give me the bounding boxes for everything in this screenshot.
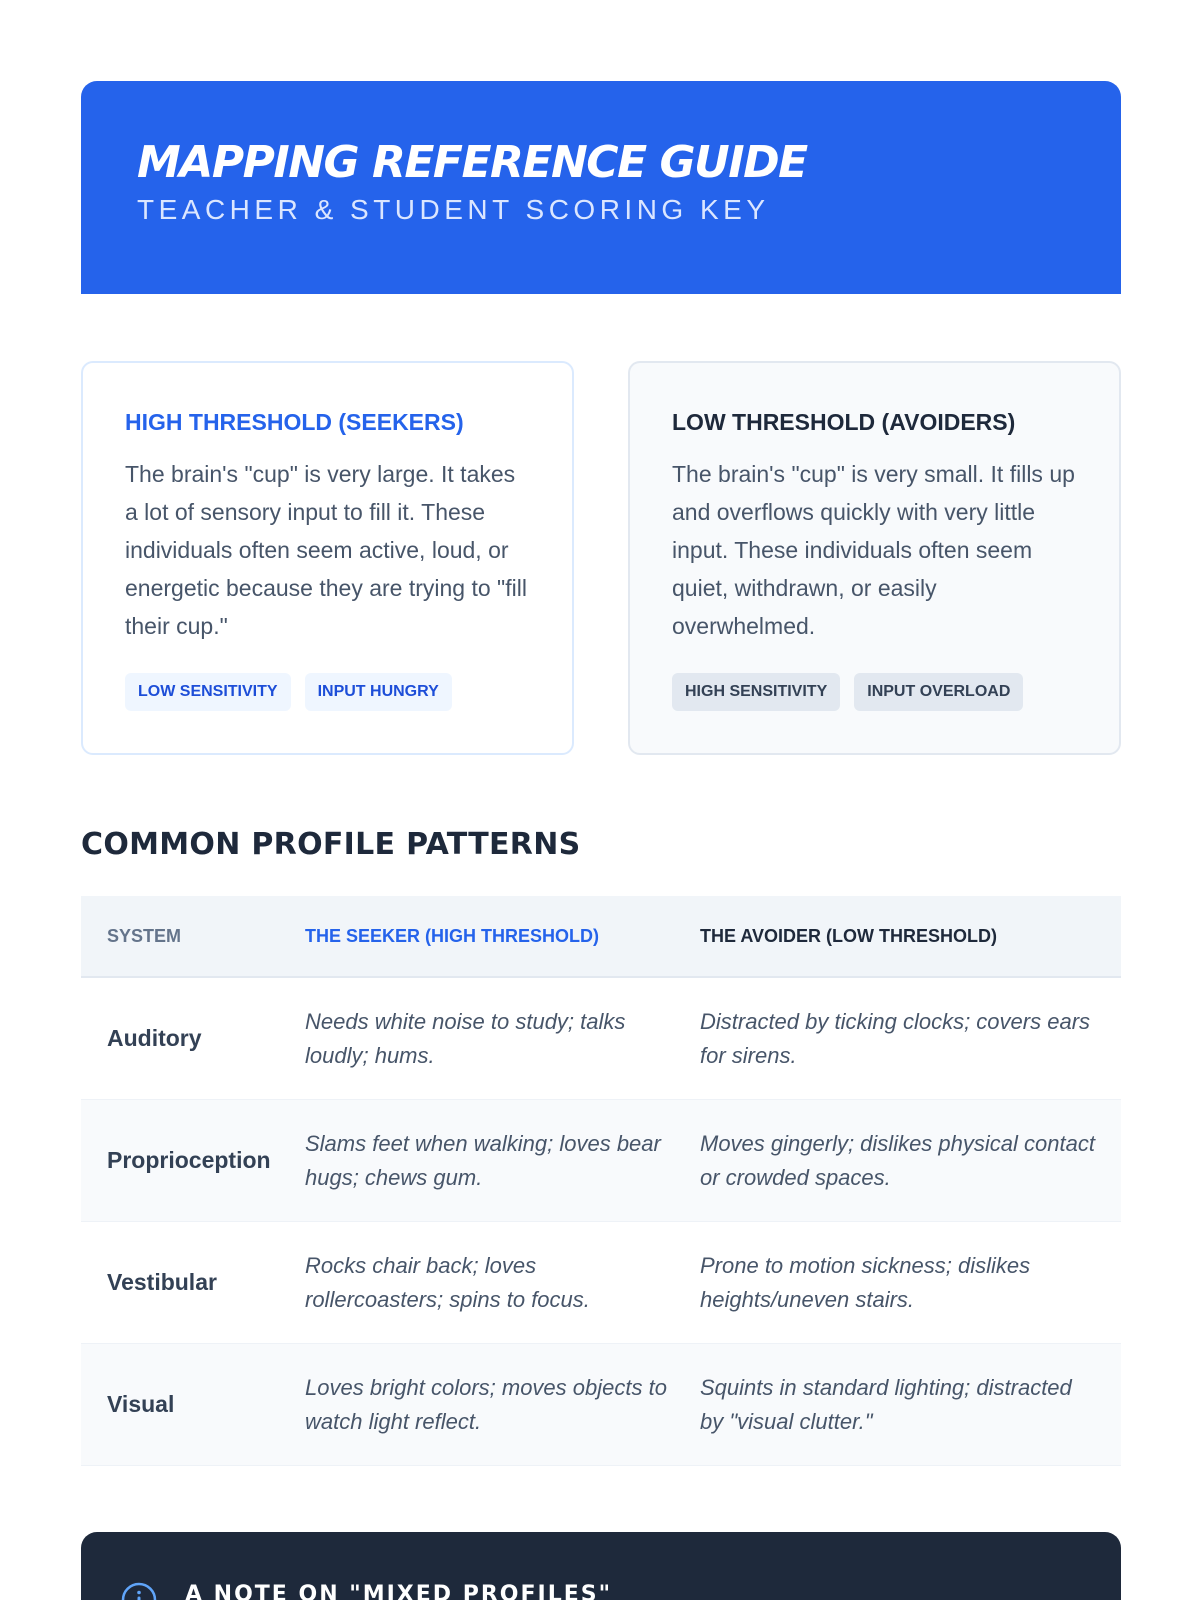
section-title-patterns: COMMON PROFILE PATTERNS [81, 827, 581, 862]
seekers-card-title: HIGH THRESHOLD (SEEKERS) [125, 409, 464, 435]
header-avoider: THE AVOIDER (LOW THRESHOLD) [700, 925, 997, 946]
mixed-profiles-note [81, 1532, 1121, 1600]
seekers-card [81, 361, 574, 755]
table-row [81, 1222, 1121, 1344]
table-row [81, 1344, 1121, 1466]
avoiders-tags [672, 673, 1079, 711]
row-avoider: Prone to motion sickness; dislikes heights/uneven stairs. [700, 1252, 1031, 1312]
info-icon [121, 1582, 157, 1600]
tag-input-overload: INPUT OVERLOAD [854, 673, 1023, 711]
tag-low-sensitivity: LOW SENSITIVITY [125, 673, 291, 711]
page-title: MAPPING REFERENCE GUIDE [137, 137, 807, 188]
row-system: Vestibular [107, 1269, 217, 1295]
tag-high-sensitivity: HIGH SENSITIVITY [672, 673, 840, 711]
tag-input-hungry: INPUT HUNGRY [305, 673, 452, 711]
row-avoider: Moves gingerly; dislikes physical contact or crowded spaces. [700, 1130, 1095, 1190]
row-seeker: Loves bright colors; moves objects to watch light reflect. [305, 1374, 667, 1434]
table-row [81, 978, 1121, 1100]
row-avoider: Squints in standard lighting; distracted by "visual clutter." [700, 1374, 1072, 1434]
header-system: SYSTEM [107, 925, 182, 946]
table-header [81, 896, 1121, 978]
seekers-tags [125, 673, 532, 711]
patterns-table [81, 896, 1121, 1466]
row-seeker: Slams feet when walking; loves bear hugs; chews gum. [305, 1130, 661, 1190]
avoiders-card-text: The brain's "cup" is very small. It fills up and overflows quickly with very little input. These individuals often seem quiet, withdrawn, or easily overwhelmed. [672, 461, 1075, 639]
page-subtitle: TEACHER & STUDENT SCORING KEY [137, 194, 770, 225]
row-seeker: Needs white noise to study; talks loudly; hums. [305, 1008, 626, 1068]
header-seeker: THE SEEKER (HIGH THRESHOLD) [305, 925, 600, 946]
avoiders-card-title: LOW THRESHOLD (AVOIDERS) [672, 409, 1016, 435]
row-system: Proprioception [107, 1147, 271, 1173]
note-title: A NOTE ON "MIXED PROFILES" [185, 1582, 613, 1600]
seekers-card-text: The brain's "cup" is very large. It takes a lot of sensory input to fill it. These individuals often seem active, loud, or energetic because they are trying to "fill their cup." [125, 461, 527, 639]
row-system: Visual [107, 1391, 175, 1417]
avoiders-card [628, 361, 1121, 755]
table-row [81, 1100, 1121, 1222]
row-seeker: Rocks chair back; loves rollercoasters; spins to focus. [305, 1252, 590, 1312]
row-system: Auditory [107, 1025, 202, 1051]
row-avoider: Distracted by ticking clocks; covers ears for sirens. [700, 1008, 1091, 1068]
guide-header [81, 81, 1121, 294]
